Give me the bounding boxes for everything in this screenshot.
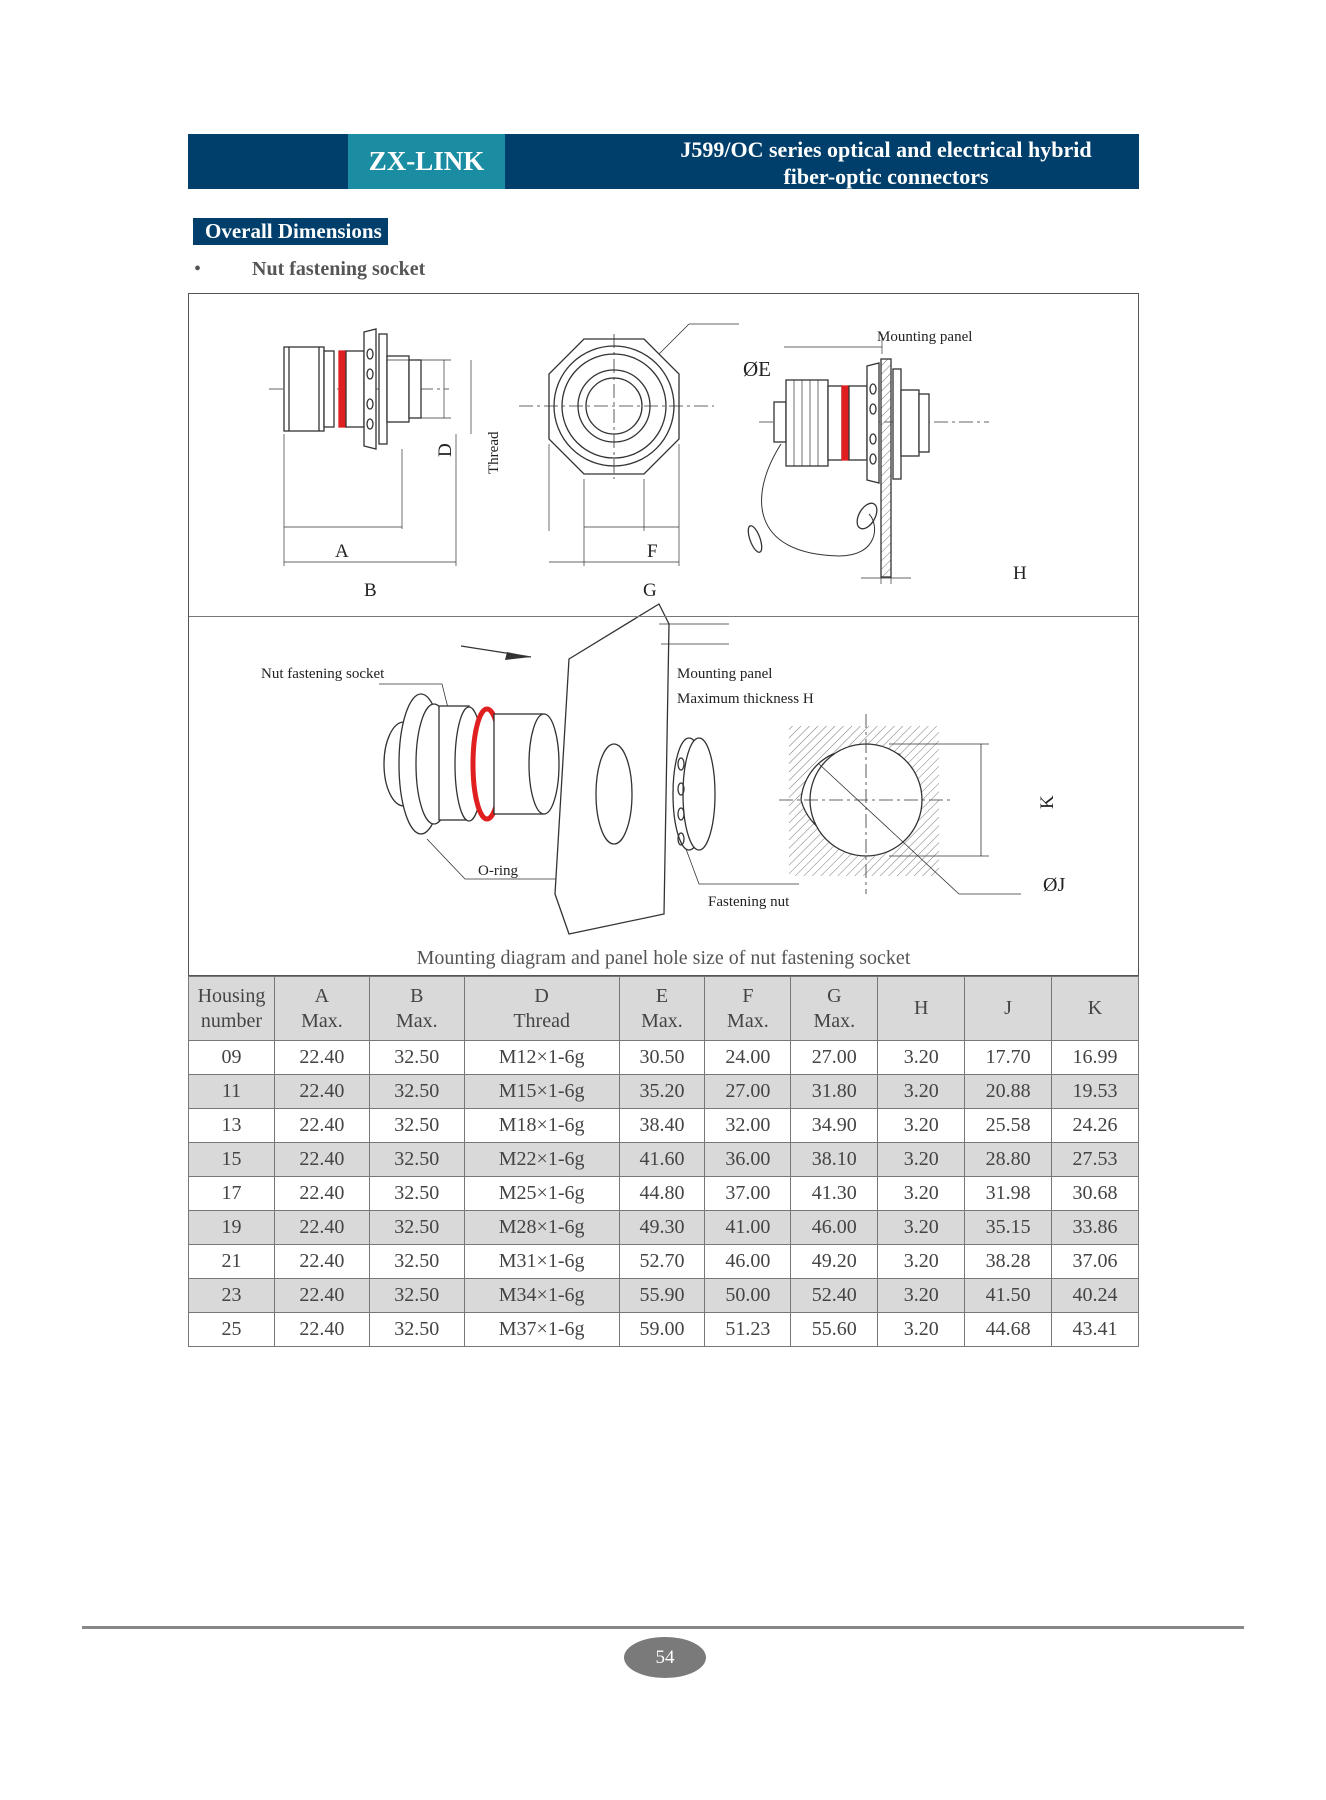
- b-label: B: [364, 580, 377, 601]
- table-cell: 41.00: [705, 1211, 791, 1245]
- table-header-text: J: [1004, 997, 1012, 1019]
- thread-label: Thread: [486, 431, 502, 474]
- table-cell: 31.80: [791, 1075, 878, 1109]
- series-title-line2: fiber-optic connectors: [783, 164, 989, 189]
- table-header-text: G: [827, 984, 842, 1007]
- phi-j-label: ØJ: [1043, 874, 1066, 896]
- phi-e-label: ØE: [743, 357, 771, 381]
- f-label: F: [647, 541, 658, 562]
- table-cell: 46.00: [791, 1211, 878, 1245]
- table-cell: 3.20: [878, 1245, 965, 1279]
- table-cell: 19.53: [1052, 1075, 1139, 1109]
- figure-divider: [189, 616, 1138, 617]
- table-cell: 3.20: [878, 1041, 965, 1075]
- table-header-text: Max.: [641, 1009, 683, 1032]
- table-cell: 49.30: [619, 1211, 705, 1245]
- section-title: Overall Dimensions: [193, 218, 388, 245]
- table-cell: 30.50: [619, 1041, 705, 1075]
- brand-logo: ZX-LINK: [348, 134, 505, 189]
- table-cell: 22.40: [274, 1075, 369, 1109]
- table-header-cell: [878, 977, 965, 1041]
- d-label: D: [435, 443, 456, 457]
- table-cell: 46.00: [705, 1245, 791, 1279]
- table-cell: 32.50: [369, 1279, 464, 1313]
- table-cell: 33.86: [1052, 1211, 1139, 1245]
- table-cell: 36.00: [705, 1143, 791, 1177]
- page-number: 54: [624, 1637, 706, 1678]
- mounting-panel-label: Mounting panel: [677, 666, 773, 682]
- table-header-cell: [189, 977, 275, 1041]
- table-cell: 32.50: [369, 1109, 464, 1143]
- table-cell: 28.80: [965, 1143, 1052, 1177]
- table-header-cell: [274, 977, 369, 1041]
- table-cell: 38.10: [791, 1143, 878, 1177]
- table-row: [189, 1075, 1139, 1109]
- table-cell: 52.70: [619, 1245, 705, 1279]
- table-cell: 32.50: [369, 1143, 464, 1177]
- table-cell: 32.50: [369, 1041, 464, 1075]
- table-cell: 37.06: [1052, 1245, 1139, 1279]
- table-row: [189, 1245, 1139, 1279]
- table-cell: 31.98: [965, 1177, 1052, 1211]
- mounting-assembly-drawing: [379, 604, 799, 934]
- table-cell: 3.20: [878, 1075, 965, 1109]
- table-cell: 3.20: [878, 1177, 965, 1211]
- table-header-cell: [464, 977, 619, 1041]
- table-cell: 44.68: [965, 1313, 1052, 1347]
- table-header-text: number: [200, 1009, 263, 1032]
- table-row: [189, 1041, 1139, 1075]
- table-cell: 43.41: [1052, 1313, 1139, 1347]
- table-cell: 22.40: [274, 1143, 369, 1177]
- technical-drawing: [189, 294, 1140, 977]
- table-cell: 21: [189, 1245, 275, 1279]
- figure-caption: Mounting diagram and panel hole size of nut fastening socket: [416, 947, 911, 969]
- table-cell: 55.60: [791, 1313, 878, 1347]
- mounting-panel-label-top: Mounting panel: [877, 329, 973, 345]
- table-header-text: Thread: [513, 1009, 570, 1032]
- footer-rule: [82, 1626, 1244, 1629]
- table-cell: 22.40: [274, 1177, 369, 1211]
- table-cell: 59.00: [619, 1313, 705, 1347]
- table-row: [189, 1211, 1139, 1245]
- table-header-text: A: [314, 984, 330, 1007]
- table-cell: 32.50: [369, 1211, 464, 1245]
- table-header-text: E: [655, 984, 669, 1007]
- table-cell: M31×1-6g: [464, 1245, 619, 1279]
- table-header-cell: [619, 977, 705, 1041]
- header-bar: [188, 134, 1139, 189]
- table-cell: 20.88: [965, 1075, 1052, 1109]
- table-cell: 32.50: [369, 1313, 464, 1347]
- table-cell: 32.50: [369, 1075, 464, 1109]
- table-header-text: H: [913, 997, 929, 1019]
- table-cell: 27.53: [1052, 1143, 1139, 1177]
- table-header-text: B: [410, 984, 424, 1007]
- table-cell: 38.40: [619, 1109, 705, 1143]
- table-header-row: [189, 977, 1139, 1041]
- table-cell: 52.40: [791, 1279, 878, 1313]
- table-row: [189, 1279, 1139, 1313]
- table-cell: M37×1-6g: [464, 1313, 619, 1347]
- front-view-drawing: [519, 324, 739, 566]
- table-cell: M15×1-6g: [464, 1075, 619, 1109]
- table-header-text: F: [742, 984, 754, 1007]
- table-cell: 3.20: [878, 1313, 965, 1347]
- table-cell: 25.58: [965, 1109, 1052, 1143]
- table-body: [189, 1041, 1139, 1347]
- table-cell: 50.00: [705, 1279, 791, 1313]
- table-cell: 24.26: [1052, 1109, 1139, 1143]
- table-cell: 22.40: [274, 1245, 369, 1279]
- table-cell: 41.30: [791, 1177, 878, 1211]
- table-header-cell: [965, 977, 1052, 1041]
- table-header-text: Max.: [813, 1009, 856, 1032]
- table-cell: 51.23: [705, 1313, 791, 1347]
- table-cell: M18×1-6g: [464, 1109, 619, 1143]
- bullet-marker: •: [194, 258, 202, 280]
- a-label: A: [335, 541, 349, 562]
- table-cell: 09: [189, 1041, 275, 1075]
- table-cell: 22.40: [274, 1041, 369, 1075]
- table-cell: M22×1-6g: [464, 1143, 619, 1177]
- table-header-cell: [791, 977, 878, 1041]
- table-cell: 22.40: [274, 1109, 369, 1143]
- series-title-line1: J599/OC series optical and electrical hybrid: [680, 137, 1092, 162]
- table-header-text: K: [1087, 997, 1103, 1019]
- table-cell: 17.70: [965, 1041, 1052, 1075]
- panel-hole-drawing: [779, 714, 1021, 894]
- table-cell: 32.50: [369, 1245, 464, 1279]
- table-cell: 27.00: [705, 1075, 791, 1109]
- table-cell: 15: [189, 1143, 275, 1177]
- table-cell: 35.15: [965, 1211, 1052, 1245]
- bullet-text: Nut fastening socket: [252, 258, 426, 280]
- g-label: G: [643, 580, 657, 601]
- table-cell: 23: [189, 1279, 275, 1313]
- table-cell: 32.00: [705, 1109, 791, 1143]
- table-cell: 3.20: [878, 1109, 965, 1143]
- dimensions-table: [188, 976, 1139, 1347]
- side-view-with-cap-drawing: [746, 334, 989, 584]
- table-row: [189, 1143, 1139, 1177]
- table-cell: 22.40: [274, 1211, 369, 1245]
- table-cell: M25×1-6g: [464, 1177, 619, 1211]
- table-cell: 3.20: [878, 1211, 965, 1245]
- k-label: K: [1037, 795, 1058, 809]
- table-cell: 11: [189, 1075, 275, 1109]
- table-cell: M34×1-6g: [464, 1279, 619, 1313]
- table-cell: 30.68: [1052, 1177, 1139, 1211]
- table-cell: M28×1-6g: [464, 1211, 619, 1245]
- h-label: H: [1013, 563, 1027, 584]
- table-row: [189, 1313, 1139, 1347]
- table-header-text: Max.: [301, 1009, 343, 1032]
- table-cell: 41.50: [965, 1279, 1052, 1313]
- series-title: [651, 136, 1121, 188]
- table-row: [189, 1109, 1139, 1143]
- table-header-cell: [1052, 977, 1139, 1041]
- max-thickness-label: Maximum thickness H: [677, 691, 814, 707]
- table-cell: 24.00: [705, 1041, 791, 1075]
- table-header-text: Max.: [727, 1009, 769, 1032]
- table-cell: 37.00: [705, 1177, 791, 1211]
- fastening-nut-label: Fastening nut: [708, 894, 790, 910]
- table-cell: 22.40: [274, 1313, 369, 1347]
- table-cell: 32.50: [369, 1177, 464, 1211]
- table-cell: 55.90: [619, 1279, 705, 1313]
- table-cell: 38.28: [965, 1245, 1052, 1279]
- table-cell: 27.00: [791, 1041, 878, 1075]
- table-cell: 17: [189, 1177, 275, 1211]
- table-cell: 22.40: [274, 1279, 369, 1313]
- table-cell: 49.20: [791, 1245, 878, 1279]
- table-header-text: D: [534, 984, 549, 1007]
- nut-fastening-socket-label: Nut fastening socket: [261, 666, 385, 682]
- table-header-cell: [369, 977, 464, 1041]
- o-ring-label: O-ring: [478, 863, 518, 879]
- table-header-text: Housing: [197, 984, 266, 1007]
- table-cell: 41.60: [619, 1143, 705, 1177]
- table-cell: 19: [189, 1211, 275, 1245]
- table-cell: 13: [189, 1109, 275, 1143]
- drawing-frame: [188, 293, 1139, 976]
- table-cell: 25: [189, 1313, 275, 1347]
- table-cell: 40.24: [1052, 1279, 1139, 1313]
- table-cell: 34.90: [791, 1109, 878, 1143]
- table-header-cell: [705, 977, 791, 1041]
- table-row: [189, 1177, 1139, 1211]
- table-cell: 3.20: [878, 1279, 965, 1313]
- table-cell: 35.20: [619, 1075, 705, 1109]
- table-cell: 3.20: [878, 1143, 965, 1177]
- table-cell: 16.99: [1052, 1041, 1139, 1075]
- table-cell: M12×1-6g: [464, 1041, 619, 1075]
- table-cell: 44.80: [619, 1177, 705, 1211]
- table-header-text: Max.: [395, 1009, 438, 1032]
